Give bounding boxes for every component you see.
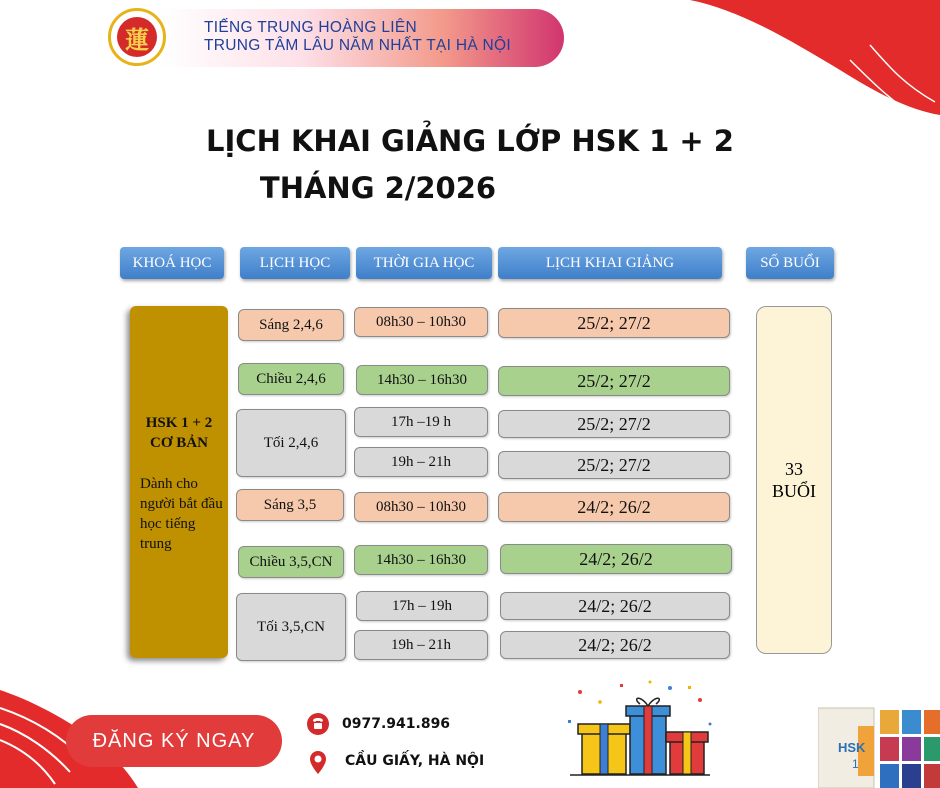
page-title: LỊCH KHAI GIẢNG LỚP HSK 1 + 2: [206, 124, 734, 158]
schedule-cell: Chiều 3,5,CN: [238, 546, 344, 578]
gift-boxes-icon: [560, 680, 720, 784]
header-sessions: SỐ BUỔI: [746, 247, 834, 279]
time-cell: 19h – 21h: [354, 447, 488, 477]
sessions-cell: [756, 306, 832, 654]
header-course: KHOÁ HỌC: [120, 247, 224, 279]
time-cell: 17h –19 h: [354, 407, 488, 437]
sessions-count: 33: [785, 459, 803, 479]
center-tagline: TRUNG TÂM LÂU NĂM NHẤT TẠI HÀ NỘI: [204, 37, 512, 54]
svg-text:HSK: HSK: [838, 740, 866, 755]
svg-text:1: 1: [852, 757, 859, 771]
course-name: [130, 413, 228, 453]
header-time: THỜI GIA HỌC: [356, 247, 492, 279]
opening-cell: 24/2; 26/2: [498, 492, 730, 522]
opening-cell: 25/2; 27/2: [498, 410, 730, 438]
time-cell: 08h30 – 10h30: [354, 492, 488, 522]
header-schedule: LỊCH HỌC: [240, 247, 350, 279]
course-description: Dành cho người bắt đầu học tiếng trung: [140, 476, 223, 552]
location-pin-icon: [309, 750, 327, 776]
sessions-unit: BUỔI: [772, 481, 816, 501]
center-name: TIẾNG TRUNG HOÀNG LIÊN: [204, 19, 418, 36]
page-subtitle: THÁNG 2/2026: [259, 171, 497, 205]
address: CẦU GIẤY, HÀ NỘI: [345, 753, 485, 769]
time-cell: 14h30 – 16h30: [354, 545, 488, 575]
schedule-cell: Tối 3,5,CN: [236, 593, 346, 661]
course-cell: [130, 306, 228, 658]
time-cell: 19h – 21h: [354, 630, 488, 660]
header-opening: LỊCH KHAI GIẢNG: [498, 247, 722, 279]
opening-cell: 24/2; 26/2: [500, 631, 730, 659]
phone-number[interactable]: 0977.941.896: [342, 716, 451, 732]
register-button[interactable]: ĐĂNG KÝ NGAY: [66, 715, 282, 767]
hsk-books-image: [818, 706, 940, 788]
schedule-cell: Chiều 2,4,6: [238, 363, 344, 395]
opening-cell: 24/2; 26/2: [500, 592, 730, 620]
opening-cell: 25/2; 27/2: [498, 366, 730, 396]
schedule-cell: Tối 2,4,6: [236, 409, 346, 477]
course-name-line1: HSK 1 + 2: [145, 415, 213, 431]
schedule-cell: Sáng 2,4,6: [238, 309, 344, 341]
course-name-line2: CƠ BẢN: [150, 435, 208, 451]
opening-cell: 25/2; 27/2: [498, 451, 730, 479]
time-cell: 14h30 – 16h30: [356, 365, 488, 395]
center-logo: [108, 8, 166, 66]
schedule-cell: Sáng 3,5: [236, 489, 344, 521]
logo-emblem-icon: 蓮: [117, 17, 157, 57]
opening-cell: 24/2; 26/2: [500, 544, 732, 574]
time-cell: 17h – 19h: [356, 591, 488, 621]
time-cell: 08h30 – 10h30: [354, 307, 488, 337]
opening-cell: 25/2; 27/2: [498, 308, 730, 338]
phone-icon: [306, 712, 330, 736]
